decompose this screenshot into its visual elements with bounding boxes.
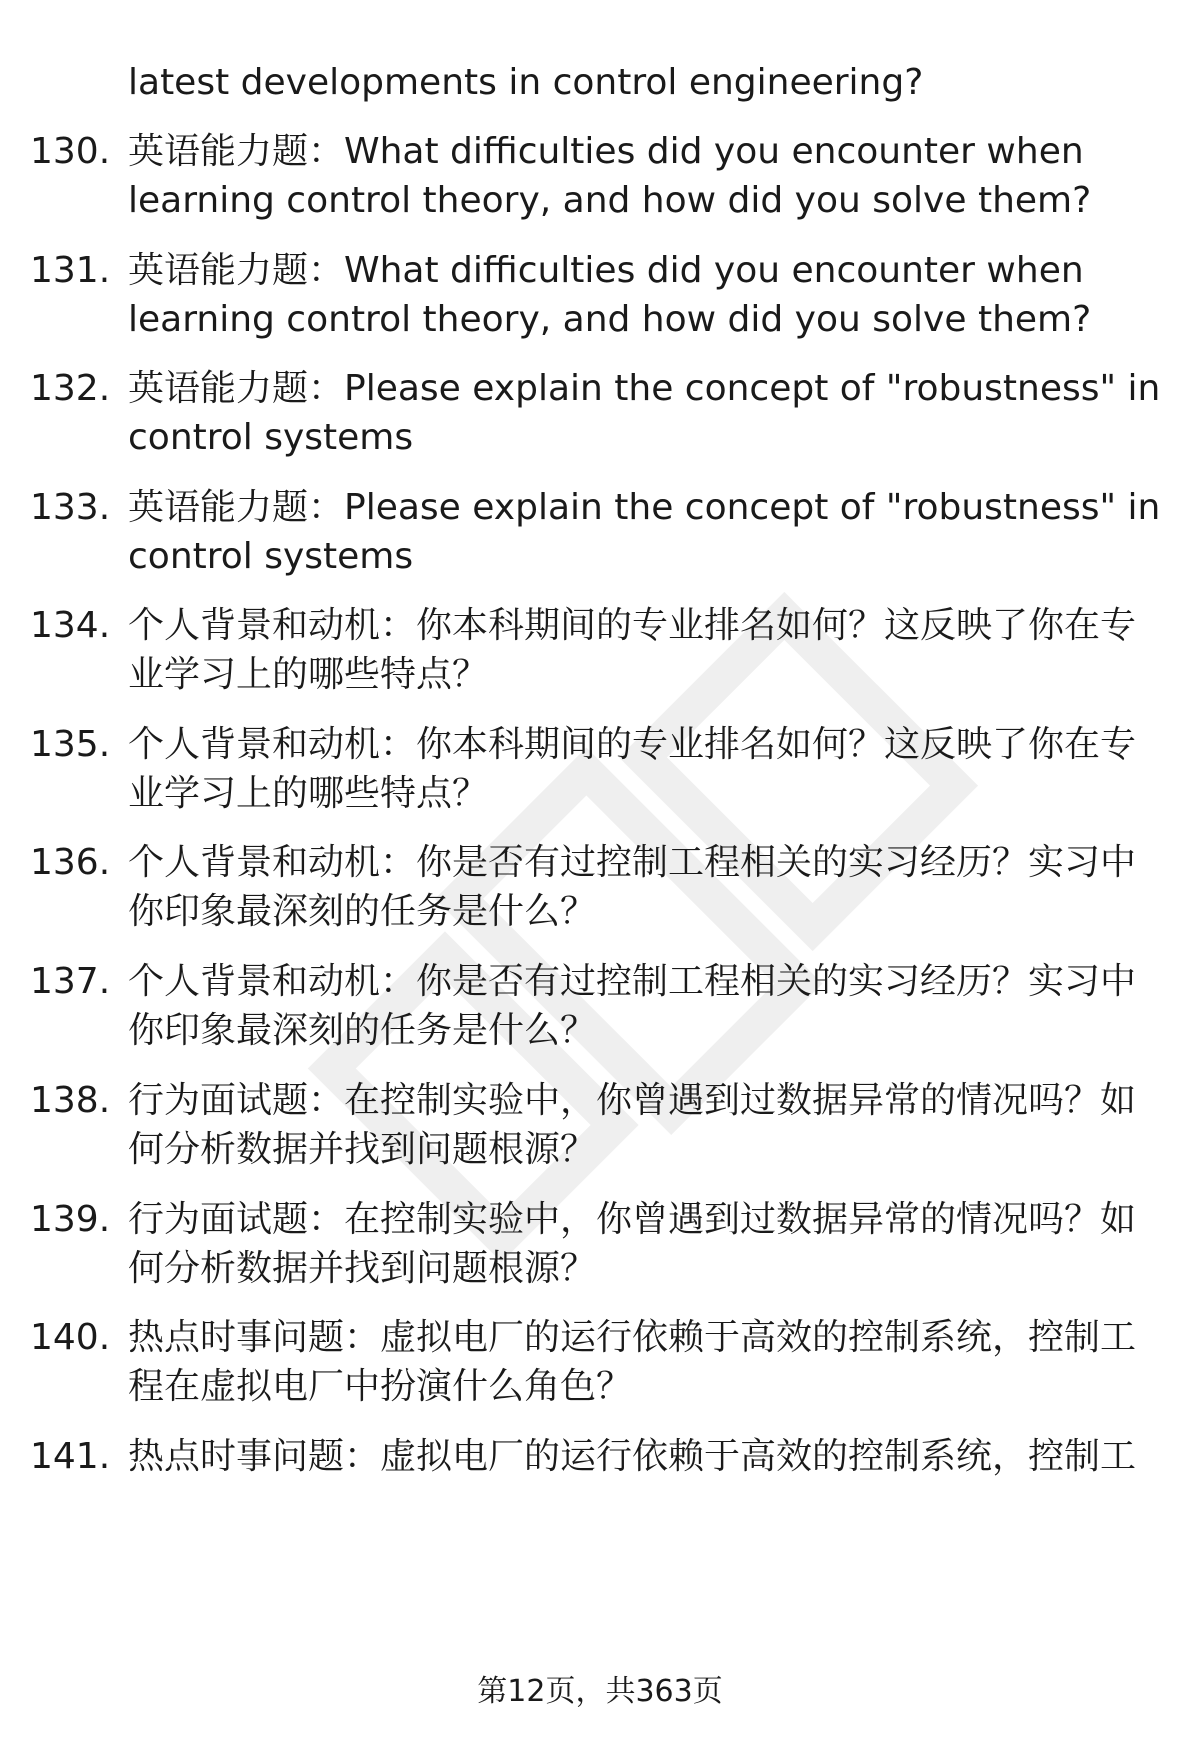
item-number: 130. [30,131,111,172]
list-item [30,720,1180,818]
list-item [30,1313,1180,1411]
list-item [30,364,1180,462]
list-item [30,957,1180,1055]
list-item [30,1195,1180,1293]
page-footer: 第12页，共363页 [477,1674,723,1709]
list-item [30,483,1180,581]
list-item [30,838,1180,936]
list-item [30,601,1180,699]
item-text: 英语能力题：Please explain the concept of "robustness" in control systems [128,368,1161,458]
continuation-line: latest developments in control engineering? [128,62,924,103]
list-item [30,127,1180,225]
item-number: 137. [30,961,111,1002]
item-text: 热点时事问题：虚拟电厂的运行依赖于高效的控制系统，控制工 [128,1436,1137,1477]
item-number: 138. [30,1080,111,1121]
item-text: 英语能力题：What difficulties did you encounter when learning control theory, and how did you solve them? [128,250,1092,340]
item-number: 131. [30,250,111,291]
item-number: 132. [30,368,111,409]
item-number: 141. [30,1436,111,1477]
item-text: 英语能力题：What difficulties did you encounter when learning control theory, and how did you solve them? [128,131,1092,221]
item-text: 个人背景和动机：你是否有过控制工程相关的实习经历？实习中 你印象最深刻的任务是什么？ [128,961,1137,1051]
item-text: 个人背景和动机：你本科期间的专业排名如何？这反映了你在专 业学习上的哪些特点？ [128,605,1137,695]
item-text: 热点时事问题：虚拟电厂的运行依赖于高效的控制系统，控制工 程在虚拟电厂中扮演什么角色？ [128,1317,1137,1407]
item-text: 行为面试题：在控制实验中，你曾遇到过数据异常的情况吗？如 何分析数据并找到问题根源？ [128,1080,1137,1170]
list-item [30,1076,1180,1174]
list-item [30,1432,1180,1481]
item-number: 139. [30,1199,111,1240]
item-text: 英语能力题：Please explain the concept of "robustness" in control systems [128,487,1161,577]
item-text: 个人背景和动机：你是否有过控制工程相关的实习经历？实习中 你印象最深刻的任务是什么？ [128,842,1137,932]
item-number: 140. [30,1317,111,1358]
list-item [30,246,1180,344]
item-text: 个人背景和动机：你本科期间的专业排名如何？这反映了你在专 业学习上的哪些特点？ [128,724,1137,814]
item-number: 136. [30,842,111,883]
item-number: 133. [30,487,111,528]
item-number: 135. [30,724,111,765]
item-number: 134. [30,605,111,646]
item-text: 行为面试题：在控制实验中，你曾遇到过数据异常的情况吗？如 何分析数据并找到问题根源？ [128,1199,1137,1289]
